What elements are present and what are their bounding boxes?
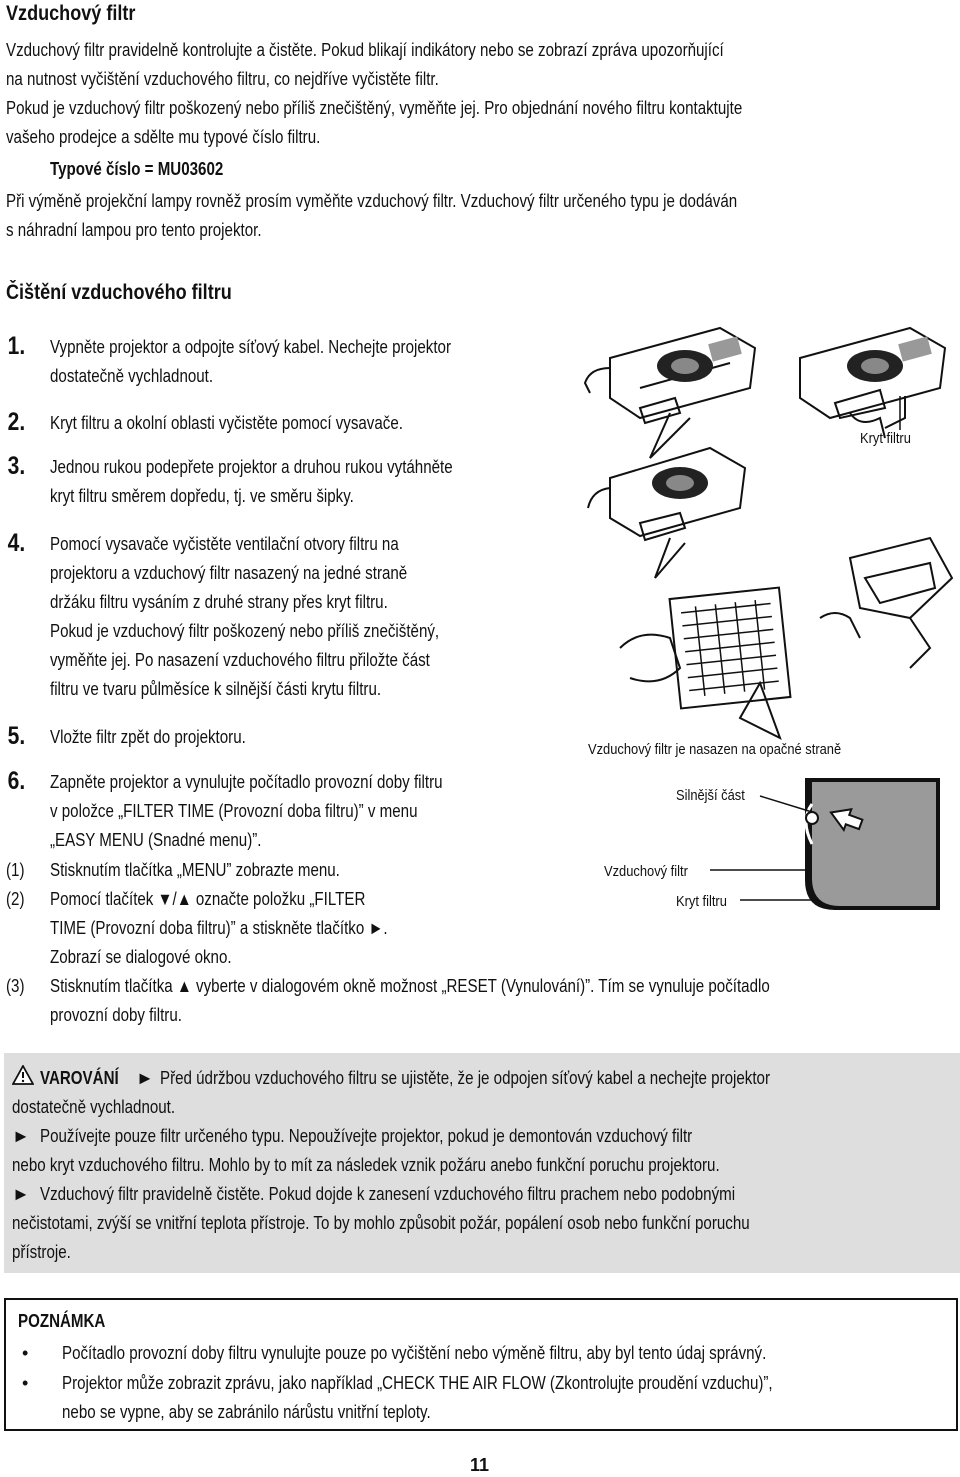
substep-line: Stisknutím tlačítka „MENU” zobrazte menu. bbox=[50, 860, 340, 880]
step-line: kryt filtru směrem dopředu, tj. ve směru šipky. bbox=[50, 486, 354, 506]
label-filter-cover-bottom: Kryt filtru bbox=[676, 893, 727, 910]
substep-number: (2) bbox=[6, 889, 25, 909]
bullet-icon: • bbox=[22, 1373, 29, 1393]
substep-line: provozní doby filtru. bbox=[50, 1005, 182, 1025]
step-number: 4. bbox=[7, 529, 26, 557]
step-line: Pokud je vzduchový filtr poškozený nebo příliš znečištěný, bbox=[50, 621, 440, 641]
page-number: 11 bbox=[470, 1455, 490, 1475]
step-line: Vložte filtr zpět do projektoru. bbox=[50, 727, 246, 747]
step-number: 5. bbox=[7, 722, 26, 750]
substep-line: Zobrazí se dialogové okno. bbox=[50, 947, 232, 967]
step-line: držáku filtru vysáním z druhé strany přes kryt filtru. bbox=[50, 592, 388, 612]
projector-illustration-2 bbox=[800, 328, 945, 438]
step-line: projektoru a vzduchový filtr nasazený na jedné straně bbox=[50, 563, 408, 583]
substep-line: Pomocí tlačítek ▼/▲ označte položku „FILTER bbox=[50, 889, 366, 909]
projector-illustration-3 bbox=[588, 448, 745, 578]
warning-triangle-icon bbox=[12, 1065, 34, 1085]
step-line: Zapněte projektor a vynulujte počítadlo provozní doby filtru bbox=[50, 772, 443, 792]
note-line: nebo se vypne, aby se zabránilo nárůstu vnitřní teploty. bbox=[62, 1402, 431, 1422]
step-line: „EASY MENU (Snadné menu)”. bbox=[50, 830, 262, 850]
step-line: Vypněte projektor a odpojte síťový kabel. Nechejte projektor bbox=[50, 337, 451, 357]
label-filter-cover: Kryt filtru bbox=[860, 430, 911, 447]
step-number: 3. bbox=[7, 452, 26, 480]
intro-line: na nutnost vyčištění vzduchového filtru, co nejdříve vyčistěte filtr. bbox=[6, 69, 439, 89]
step-line: dostatečně vychladnout. bbox=[50, 366, 214, 386]
filter-illustrations bbox=[580, 318, 955, 778]
filter-grid-illustration bbox=[620, 588, 790, 738]
replace-line: Při výměně projekční lampy rovněž prosím vyměňte vzduchový filtr. Vzduchový filtr určeného typu je dodáván bbox=[6, 191, 738, 211]
note-line: Projektor může zobrazit zprávu, jako například „CHECK THE AIR FLOW (Zkontrolujte proudění vzduchu)”, bbox=[62, 1373, 773, 1393]
arrow-icon: ► bbox=[12, 1126, 30, 1146]
page-title: Vzduchový filtr bbox=[6, 2, 136, 25]
warning-line: přístroje. bbox=[12, 1242, 71, 1262]
step-line: filtru ve tvaru půlměsíce k silnější části krytu filtru. bbox=[50, 679, 382, 699]
step-line: v položce „FILTER TIME (Provozní doba filtru)” v menu bbox=[50, 801, 418, 821]
step-line: Jednou rukou podepřete projektor a druhou rukou vytáhněte bbox=[50, 457, 453, 477]
warning-line: Před údržbou vzduchového filtru se ujistěte, že je odpojen síťový kabel a nechejte projektor bbox=[160, 1068, 770, 1088]
note-label: POZNÁMKA bbox=[18, 1311, 106, 1331]
filter-cover-diagram bbox=[700, 760, 950, 920]
projector-illustration-4 bbox=[820, 538, 952, 668]
replace-line: s náhradní lampou pro tento projektor. bbox=[6, 220, 262, 240]
warning-label: VAROVÁNÍ bbox=[40, 1068, 119, 1088]
projector-illustration-1 bbox=[585, 328, 755, 458]
step-number: 1. bbox=[7, 332, 26, 360]
step-line: Pomocí vysavače vyčistěte ventilační otvory filtru na bbox=[50, 534, 399, 554]
label-air-filter: Vzduchový filtr bbox=[604, 863, 688, 880]
warning-line: nebo kryt vzduchového filtru. Mohlo by to mít za následek vznik požáru anebo funkční poruchu projektoru. bbox=[12, 1155, 720, 1175]
step-number: 6. bbox=[7, 767, 26, 795]
label-thicker-part: Silnější část bbox=[676, 787, 745, 804]
intro-line: Vzduchový filtr pravidelně kontrolujte a čistěte. Pokud blikají indikátory nebo se zobrazí zpráva upozorňující bbox=[6, 40, 724, 60]
intro-line: Pokud je vzduchový filtr poškozený nebo příliš znečištěný, vyměňte jej. Pro objednání nového filtru kontaktujte bbox=[6, 98, 743, 118]
step-number: 2. bbox=[7, 408, 26, 436]
arrow-icon: ► bbox=[12, 1184, 30, 1204]
substep-line: TIME (Provozní doba filtru)” a stiskněte tlačítko ►. bbox=[50, 918, 388, 938]
bullet-icon: • bbox=[22, 1343, 29, 1363]
warning-line: Používejte pouze filtr určeného typu. Nepoužívejte projektor, pokud je demontován vzduchový filtr bbox=[40, 1126, 693, 1146]
type-number: Typové číslo = MU03602 bbox=[50, 159, 224, 179]
label-opposite-side: Vzduchový filtr je nasazen na opačné straně bbox=[588, 741, 842, 758]
intro-line: vašeho prodejce a sdělte mu typové číslo filtru. bbox=[6, 127, 321, 147]
substep-number: (3) bbox=[6, 976, 25, 996]
warning-line: nečistotami, zvýší se vnitřní teplota přístroje. To by mohlo způsobit požár, popálení osob nebo funkční poruchu bbox=[12, 1213, 750, 1233]
step-line: Kryt filtru a okolní oblasti vyčistěte pomocí vysavače. bbox=[50, 413, 403, 433]
substep-line: Stisknutím tlačítka ▲ vyberte v dialogovém okně možnost „RESET (Vynulování)”. Tím se vynuluje počítadlo bbox=[50, 976, 770, 996]
substep-number: (1) bbox=[6, 860, 25, 880]
note-line: Počítadlo provozní doby filtru vynulujte pouze po vyčištění nebo výměně filtru, aby byl tento údaj správný. bbox=[62, 1343, 767, 1363]
arrow-icon: ► bbox=[136, 1068, 154, 1088]
warning-line: dostatečně vychladnout. bbox=[12, 1097, 176, 1117]
warning-line: Vzduchový filtr pravidelně čistěte. Pokud dojde k zanesení vzduchového filtru prachem nebo podobnými bbox=[40, 1184, 736, 1204]
cleaning-heading: Čištění vzduchového filtru bbox=[6, 281, 232, 304]
step-line: vyměňte jej. Po nasazení vzduchového filtru přiložte část bbox=[50, 650, 430, 670]
